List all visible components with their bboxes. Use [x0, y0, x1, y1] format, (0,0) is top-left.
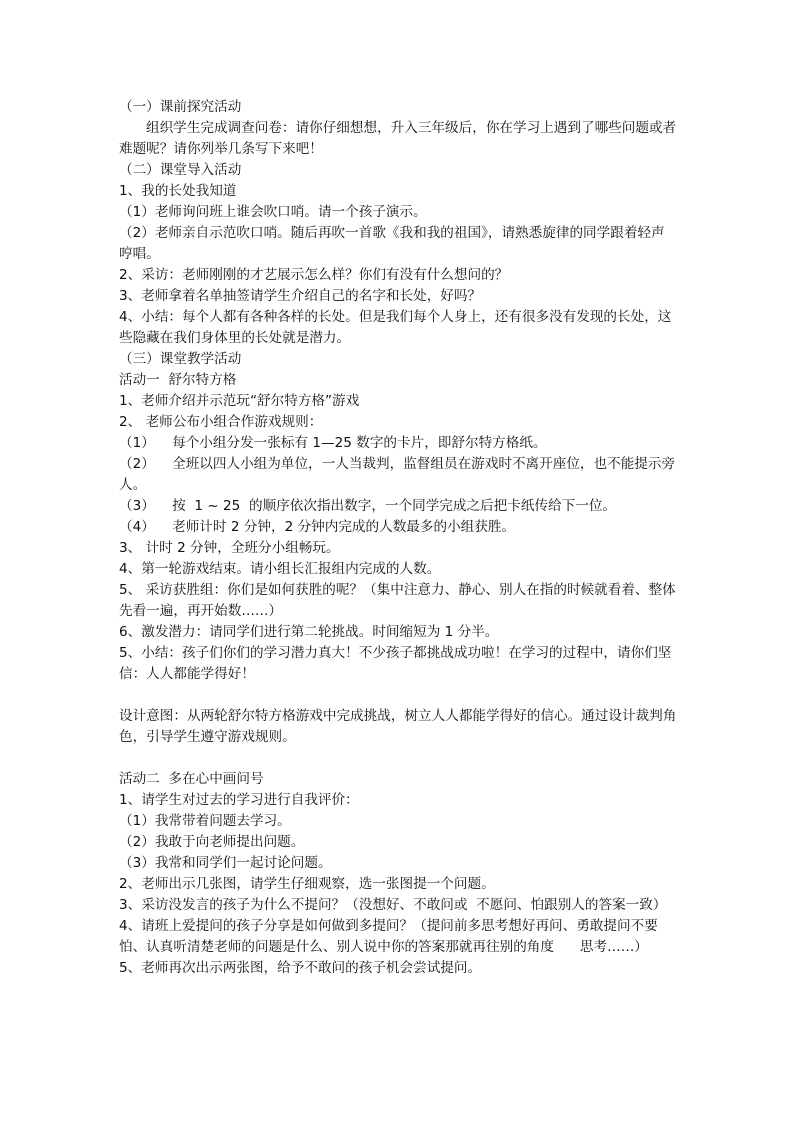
rule-item: （1） 每个小组分发一张标有 1—25 数字的卡片，即舒尔特方格纸。 [119, 435, 547, 451]
list-item: 2、采访：老师刚刚的才艺展示怎么样？你们有没有什么想问的？ [119, 267, 509, 283]
list-item: （1）我常带着问题去学习。 [119, 813, 291, 829]
list-item: 4、第一轮游戏结束。请小组长汇报组内完成的人数。 [119, 561, 441, 577]
rule-item: （4） 老师计时 2 分钟，2 分钟内完成的人数最多的小组获胜。 [119, 519, 516, 535]
list-item: 5、老师再次出示两张图，给予不敢问的孩子机会尝试提问。 [119, 960, 482, 976]
list-item: 1、我的长处我知道 [119, 183, 237, 199]
list-item: 3、老师拿着名单抽签请学生介绍自己的名字和长处，好吗？ [119, 288, 482, 304]
design-intent-paragraph: 设计意图：从两轮舒尔特方格游戏中完成挑战，树立人人都能学得好的信心。通过设计裁判角色，引导学生遵守游戏规则。 [119, 708, 677, 745]
section-heading-pre-class: （一）课前探究活动 [119, 99, 242, 115]
document-page [119, 97, 677, 979]
list-item: 5、 采访获胜组：你们是如何获胜的呢？（集中注意力、静心、别人在指的时候就看着、整体先看一遍，再开始数……） [119, 582, 676, 619]
list-item: （3）我常和同学们一起讨论问题。 [119, 855, 332, 871]
list-item: 2、老师出示几张图，请学生仔细观察，选一张图提一个问题。 [119, 876, 495, 892]
list-item: 1、老师介绍并示范玩“舒尔特方格”游戏 [119, 393, 360, 409]
list-item: 4、请班上爱提问的孩子分享是如何做到多提问？（提问前多思考想好再问、勇敢提问不要怕、认真听清楚老师的问题是什么、别人说中你的答案那就再往别的角度 思考……） [119, 918, 658, 955]
list-item: 1、请学生对过去的学习进行自我评价： [119, 792, 359, 808]
blank-line [119, 748, 677, 769]
list-item: 3、 计时 2 分钟，全班分小组畅玩。 [119, 540, 340, 556]
list-item: 3、采访没发言的孩子为什么不提问？（没想好、不敢问或 不愿问、怕跟别人的答案一致） [119, 897, 667, 913]
blank-line [119, 685, 677, 706]
list-item: （2）我敢于向老师提出问题。 [119, 834, 305, 850]
list-item: （2）老师亲自示范吹口哨。随后再吹一首歌《我和我的祖国》，请熟悉旋律的同学跟着轻声哼唱。 [119, 225, 665, 262]
rule-item: （2） 全班以四人小组为单位，一人当裁判，监督组员在游戏时不离开座位，也不能提示旁人。 [119, 456, 676, 493]
section-heading-intro: （二）课堂导入活动 [119, 162, 242, 178]
list-item: 6、激发潜力：请同学们进行第二轮挑战。时间缩短为 1 分半。 [119, 624, 499, 640]
list-item: 5、小结：孩子们你们的学习潜力真大！不少孩子都挑战成功啦！在学习的过程中，请你们坚信：人人都能学得好！ [119, 645, 672, 682]
list-item: 4、小结：每个人都有各种各样的长处。但是我们每个人身上，还有很多没有发现的长处，这些隐藏在我们身体里的长处就是潜力。 [119, 309, 672, 346]
list-item: （1）老师询问班上谁会吹口哨。请一个孩子演示。 [119, 204, 427, 220]
activity-heading: 活动二 多在心中画问号 [119, 771, 264, 787]
list-item: 2、 老师公布小组合作游戏规则： [119, 414, 323, 430]
section-heading-teaching: （三）课堂教学活动 [119, 351, 242, 367]
rule-item: （3） 按 1 ~ 25 的顺序依次指出数字，一个同学完成之后把卡纸传给下一位。 [119, 498, 617, 514]
paragraph-survey: 组织学生完成调查问卷：请你仔细想想，升入三年级后，你在学习上遇到了哪些问题或者难题呢？请你列举几条写下来吧！ [119, 120, 677, 157]
activity-heading: 活动一 舒尔特方格 [119, 372, 237, 388]
